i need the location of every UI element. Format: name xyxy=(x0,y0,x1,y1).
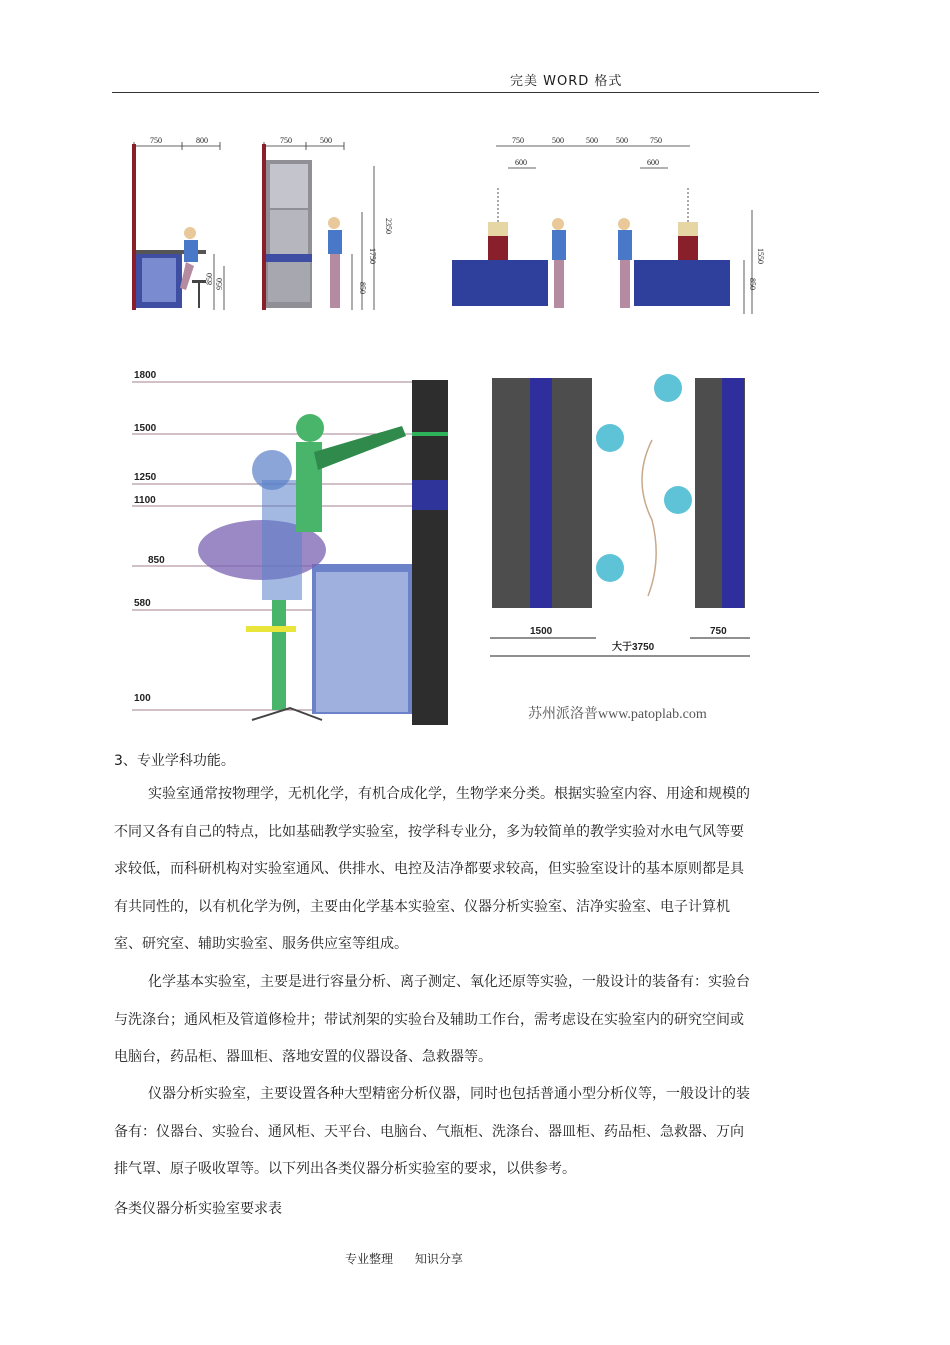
dim-label: 850 xyxy=(205,273,214,285)
paragraph: 仪器分析实验室，主要设置各种大型精密分析仪器，同时也包括普通小型分析仪等，一般设计的装备有：仪器台、实验台、通风柜、天平台、电脑台、气瓶柜、洗涤台、器皿柜、药品柜、急救器、万向排气罩、原子吸收罩等。以下列出各类仪器分析实验室的要求，以供参考。 xyxy=(114,1086,750,1177)
height-label: 850 xyxy=(148,555,165,566)
dim-label: 1550 xyxy=(756,248,765,264)
page-footer xyxy=(345,1250,463,1267)
dim-label: 500 xyxy=(616,136,628,145)
dim-label: 850 xyxy=(748,278,757,290)
paragraph: 实验室通常按物理学，无机化学，有机合成化学，生物学来分类。根据实验室内容、用途和规模的不同又各有自己的特点，比如基础教学实验室，按学科专业分，多为较简单的教学实验对水电气风等要求较低，而科研机构对实验室通风、供排水、电控及洁净都要求较高，但实验室设计的基本原则都是具有共同性的，以有机化学为例，主要由化学基本实验室、仪器分析实验室、洁净实验室、电子计算机室、研究室、辅助实验室、服务供应室等组成。 xyxy=(114,786,750,952)
dim-label: 1750 xyxy=(368,248,377,264)
dim-label: 500 xyxy=(552,136,564,145)
width-label: 大于3750 xyxy=(612,642,655,653)
header-title: 完美 WORD 格式 xyxy=(510,74,623,89)
paragraph: 化学基本实验室，主要是进行容量分析、离子测定、氧化还原等实验，一般设计的装备有：实验台与洗涤台；通风柜及管道修检井；带试剂架的实验台及辅助工作台，需考虑设在实验室内的研究空间或电脑台，药品柜、器皿柜、落地安置的仪器设备、急救器等。 xyxy=(114,974,750,1065)
dim-label: 950 xyxy=(215,278,224,290)
width-label: 1500 xyxy=(530,626,553,637)
panel-seated-bench xyxy=(132,136,224,310)
section-title: 3、专业学科功能。 xyxy=(114,753,235,769)
panel-fume-hood xyxy=(262,136,393,310)
watermark: 苏州派洛普www.patoplab.com xyxy=(528,707,707,722)
height-label: 1100 xyxy=(134,495,156,506)
panel-central-bench xyxy=(452,136,765,314)
footer-left: 专业整理 xyxy=(345,1252,394,1266)
dim-label: 850 xyxy=(358,282,367,294)
height-label: 1500 xyxy=(134,423,157,434)
dim-label: 750 xyxy=(280,136,292,145)
dim-label: 750 xyxy=(150,136,162,145)
dim-label: 750 xyxy=(650,136,662,145)
table-caption: 各类仪器分析实验室要求表 xyxy=(114,1201,282,1217)
ergonomic-height-figure xyxy=(112,360,792,735)
dim-label: 2350 xyxy=(384,218,393,234)
width-label: 750 xyxy=(710,626,727,637)
dim-label: 600 xyxy=(515,158,527,167)
height-label: 1800 xyxy=(134,370,157,381)
page-header xyxy=(112,68,819,93)
dim-label: 800 xyxy=(196,136,208,145)
height-label: 1250 xyxy=(134,472,157,483)
dim-label: 500 xyxy=(320,136,332,145)
dim-label: 600 xyxy=(647,158,659,167)
height-label: 580 xyxy=(134,598,151,609)
lab-bench-dimension-figure xyxy=(112,130,792,330)
footer-right: 知识分享 xyxy=(414,1252,463,1266)
dim-label: 500 xyxy=(586,136,598,145)
dim-label: 750 xyxy=(512,136,524,145)
height-label: 100 xyxy=(134,693,151,704)
